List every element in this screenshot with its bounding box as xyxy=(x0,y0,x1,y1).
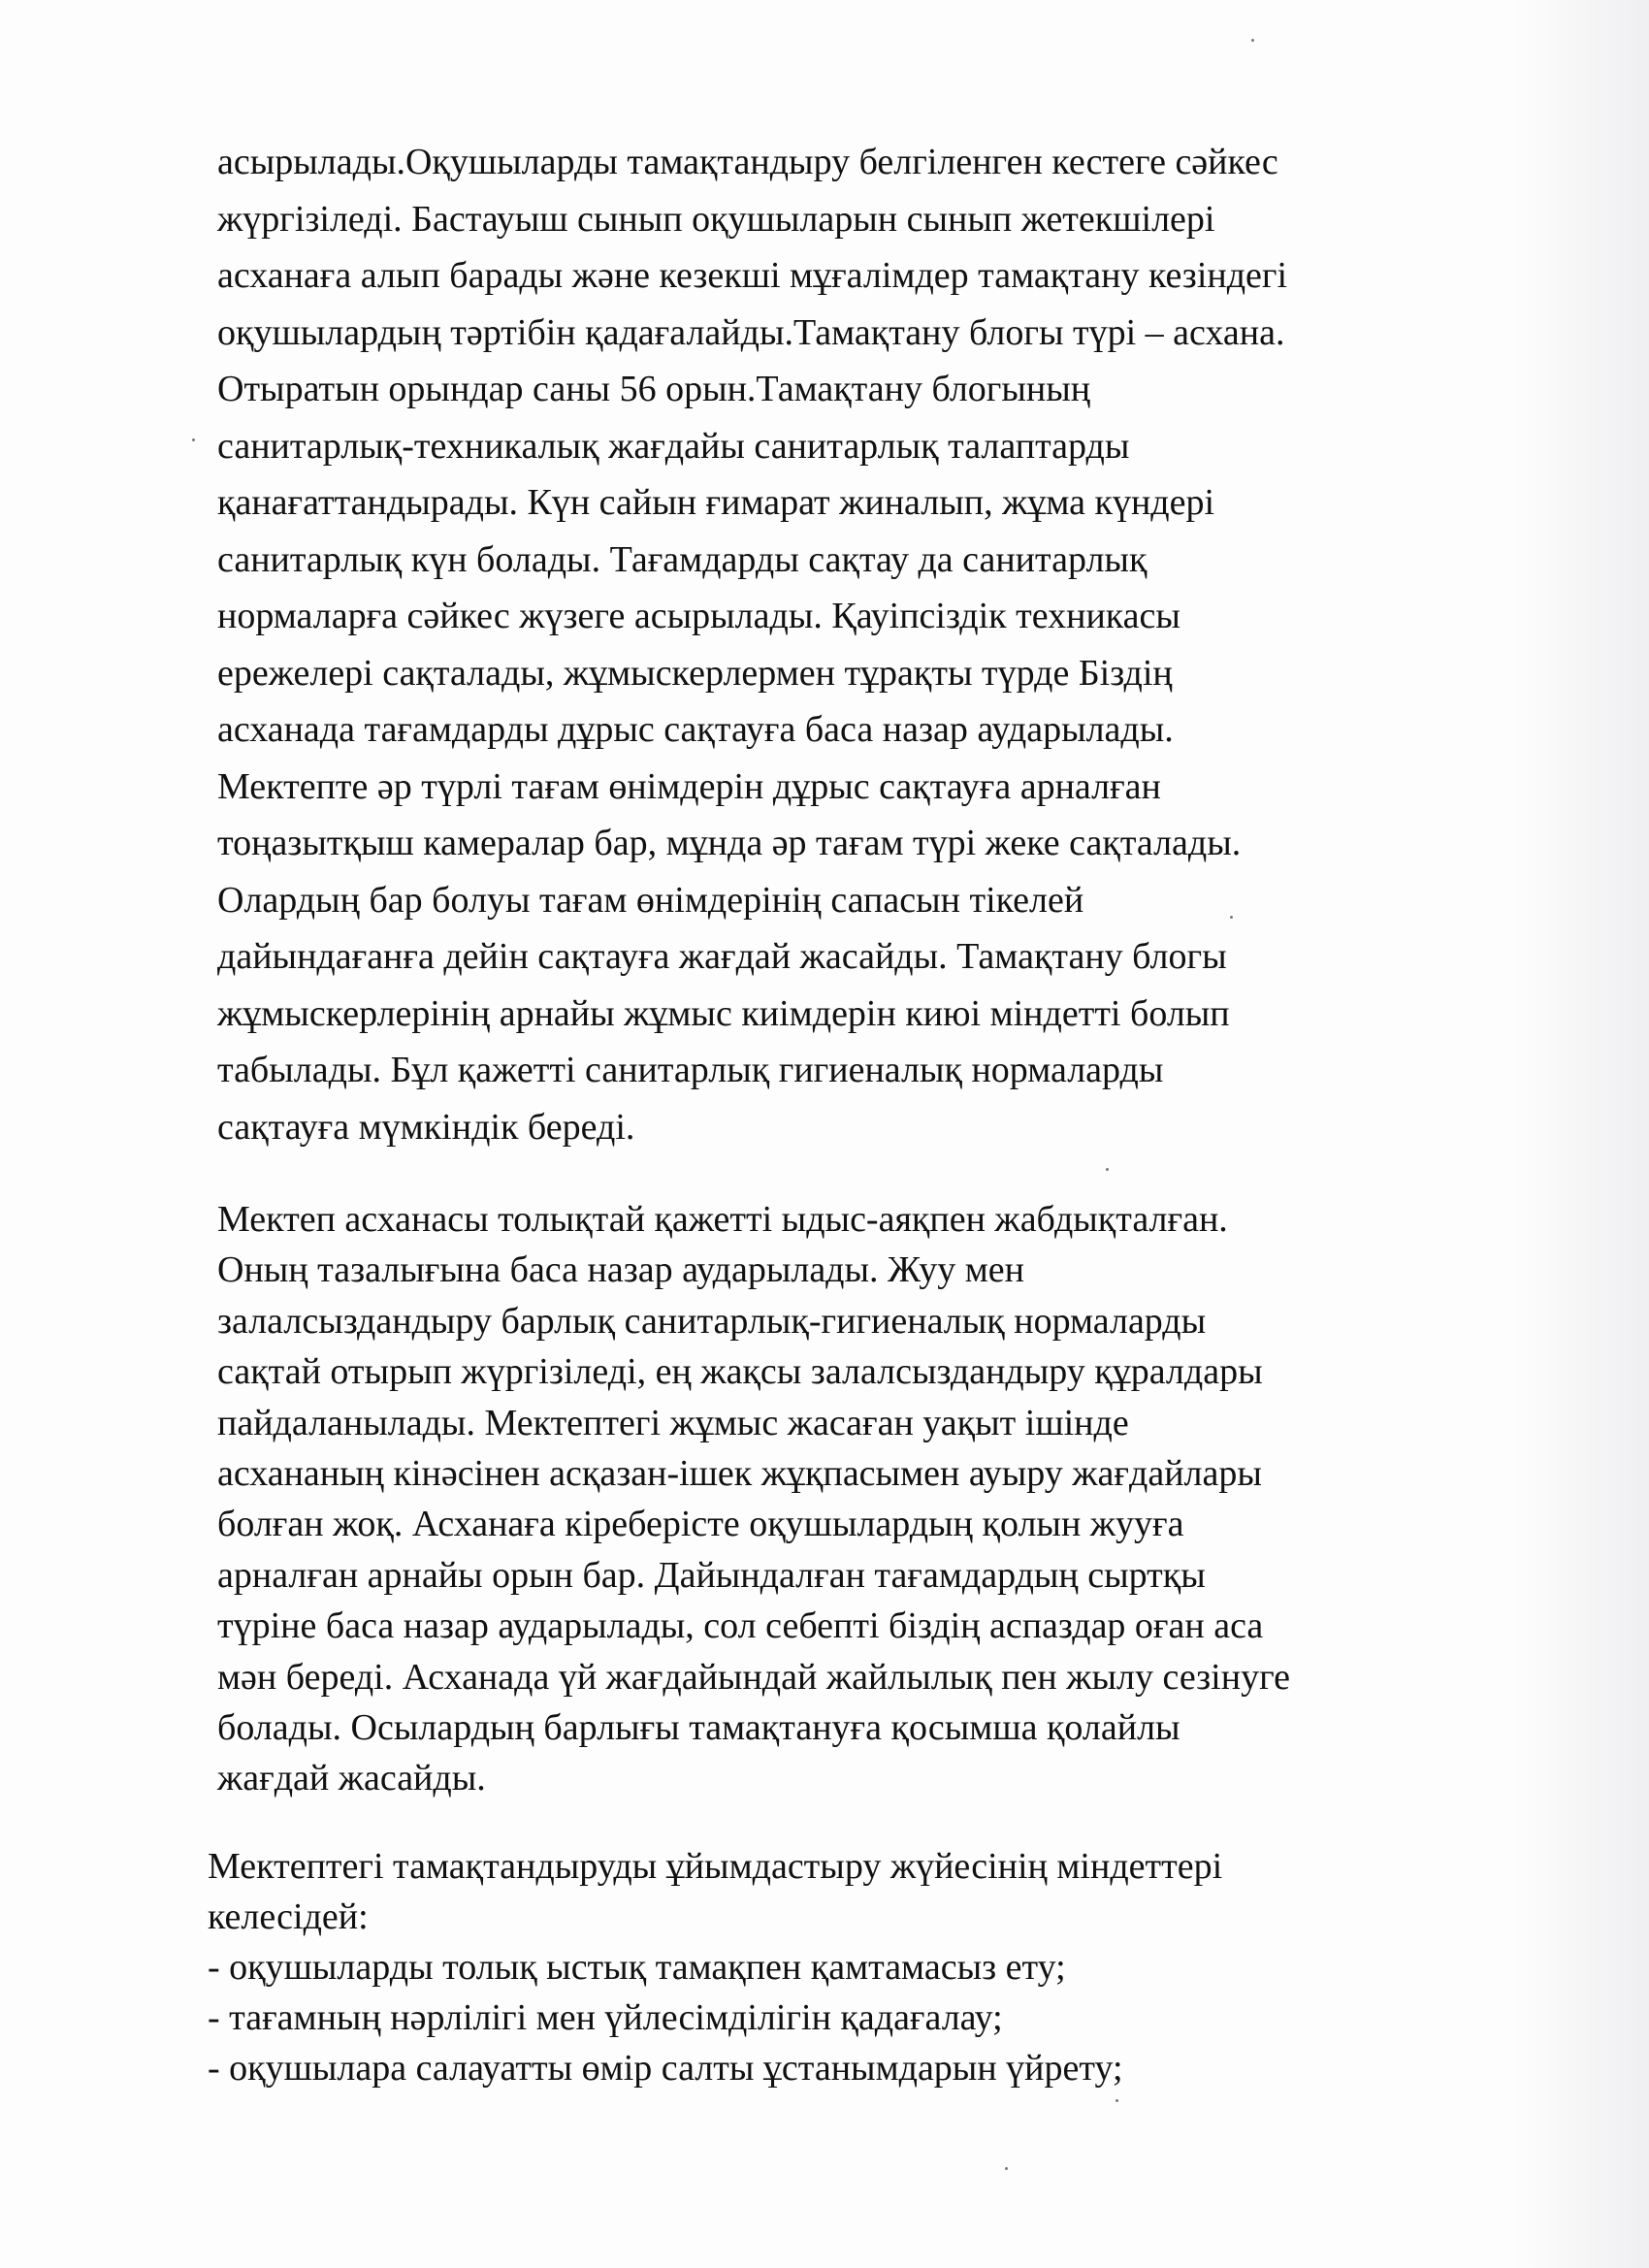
text-line: жұмыскерлерінің арнайы жұмыс киімдерін киюі міндетті болып xyxy=(217,992,1230,1034)
text-line: дайындағанға дейін сақтауға жағдай жасайды. Тамақтану блогы xyxy=(217,936,1227,977)
list-item: - оқушылара салауатты өмір салты ұстанымдарын үйрету; xyxy=(208,2047,1123,2089)
text-line: оқушылардың тәртібін қадағалайды.Тамақтану блогы түрі – асхана. xyxy=(217,311,1285,353)
text-line: Мектепте әр түрлі тағам өнімдерін дұрыс сақтауға арналған xyxy=(217,765,1161,807)
text-line: Отыратын орындар саны 56 орын.Тамақтану блогының xyxy=(217,369,1091,409)
text-line: табылады. Бұл қажетті санитарлық гигиеналық нормаларды xyxy=(217,1050,1164,1090)
text-line: Мектептегі тамақтандыруды ұйымдастыру жүйесінің міндеттері xyxy=(208,1845,1223,1887)
text-line: арналған арнайы орын бар. Дайындалған тағамдардың сыртқы xyxy=(217,1554,1206,1596)
text-line: мән береді. Асханада үй жағдайындай жайлылық пен жылу сезінуге xyxy=(217,1656,1291,1698)
text-line: асханада тағамдарды дұрыс сақтауға баса назар аударылады. xyxy=(217,709,1174,750)
text-line: болады. Осылардың барлығы тамақтануға қосымша қолайлы xyxy=(217,1707,1180,1749)
scan-speck xyxy=(192,438,195,441)
text-line: асханаға алып барады және кезекші мұғалімдер тамақтану кезіндегі xyxy=(217,255,1288,296)
text-line: санитарлық күн болады. Тағамдарды сақтау да санитарлық xyxy=(217,538,1148,580)
paragraph-cafeteria-operations xyxy=(217,134,1478,1155)
text-line: жағдай жасайды. xyxy=(217,1758,486,1799)
paragraph-system-tasks xyxy=(208,1841,1478,2093)
text-line: жүргізіледі. Бастауыш сынып оқушыларын сынып жетекшілері xyxy=(217,198,1215,240)
text-line: санитарлық-техникалық жағдайы санитарлық талаптарды xyxy=(217,425,1130,467)
text-line: нормаларға сәйкес жүзеге асырылады. Қауіпсіздік техникасы xyxy=(217,596,1180,636)
paragraph-cafeteria-equipment xyxy=(217,1194,1478,1804)
text-line: пайдаланылады. Мектептегі жұмыс жасаған уақыт ішінде xyxy=(217,1402,1129,1443)
text-line: сақтай отырып жүргізіледі, ең жақсы залалсыздандыру құралдары xyxy=(217,1351,1263,1393)
scan-speck xyxy=(1251,39,1254,42)
text-line: келесідей: xyxy=(208,1895,369,1937)
text-line: болған жоқ. Асханаға кіреберісте оқушылардың қолын жууға xyxy=(217,1504,1184,1545)
text-line: асырылады.Оқушыларды тамақтандыру белгіленген кестеге сәйкес xyxy=(217,142,1278,182)
text-line: тоңазытқыш камералар бар, мұнда әр тағам түрі жеке сақталады. xyxy=(217,823,1242,863)
list-item: - оқушыларды толық ыстық тамақпен қамтамасыз ету; xyxy=(208,1946,1066,1988)
text-line: қанағаттандырады. Күн сайын ғимарат жиналып, жұма күндері xyxy=(217,482,1215,523)
text-line: Оның тазалығына баса назар аударылады. Жуу мен xyxy=(217,1249,1024,1291)
list-item: - тағамның нәрлілігі мен үйлесімділігін қадағалау; xyxy=(208,1996,1003,2038)
text-line: түріне баса назар аударылады, сол себепті біздің аспаздар оған аса xyxy=(217,1605,1264,1647)
text-line: ережелері сақталады, жұмыскерлермен тұрақты түрде Біздің xyxy=(217,652,1173,694)
text-line: асхананың кінәсінен асқазан-ішек жұқпасымен ауыру жағдайлары xyxy=(217,1453,1262,1495)
scan-speck xyxy=(1116,2099,1118,2102)
text-line: залалсыздандыру барлық санитарлық-гигиеналық нормаларды xyxy=(217,1300,1207,1342)
text-line: сақтауға мүмкіндік береді. xyxy=(217,1106,635,1148)
document-body xyxy=(208,134,1478,2093)
scan-edge-shadow xyxy=(1513,0,1649,2268)
text-line: Мектеп асханасы толықтай қажетті ыдыс-аяқпен жабдықталған. xyxy=(217,1199,1228,1240)
scan-speck xyxy=(1005,2167,1008,2170)
text-line: Олардың бар болуы тағам өнімдерінің сапасын тікелей xyxy=(217,879,1084,921)
